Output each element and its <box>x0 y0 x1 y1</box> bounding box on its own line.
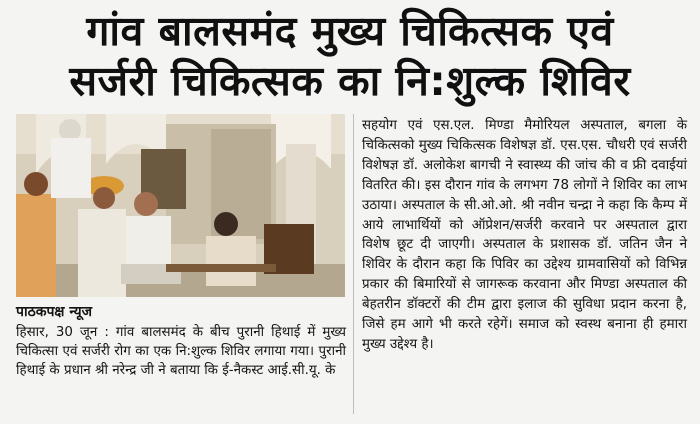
headline-line-1: गांव बालसमंद मुख्य चिकित्सक एवं <box>86 7 614 55</box>
photo-illustration <box>16 114 345 297</box>
article-left-column <box>16 302 346 380</box>
article-body-left: हिसार, 30 जून : गांव बालसमंद के बीच पुरानी हिथाई में मुख्य चिकित्सा एवं सर्जरी रोग का एक नि:शुल्क शिविर लगाया गया। पुरानी हिथाई के प्रधान श्री नरेन्द्र जी ने बताया कि ई-नैकस्ट आई.सी.यू. के <box>16 325 346 378</box>
article-right-column <box>362 116 687 355</box>
byline: पाठकपक्ष न्यूज <box>16 304 92 320</box>
headline-line-2: सर्जरी चिकित्सक का नि:शुल्क शिविर <box>69 57 631 105</box>
column-divider <box>353 114 354 414</box>
medical-camp-photo <box>16 114 345 297</box>
article-body-right: सहयोग एवं एस.एल. मिण्डा मैमोरियल अस्पताल, बगला के चिकित्सको मुख्य चिकित्सक विशेषज्ञ डॉ. एस.एस. चौधरी एवं सर्जरी विशेषज्ञ डॉ. अलोकेश बागची ने स्वास्थ्य की जांच की व फ्री दवाईयां वितरित की। इस दौरान गांव के लगभग 78 लोगों ने शिविर का लाभ उठाया। अस्पताल के सी.ओ.ओ. श्री नवीन चन्द्रा ने कहा कि कैम्प में आये लाभार्थियों को ऑप्रेशन/सर्जरी करवाने पर अस्पताल द्वारा विशेष छूट दी जाएगी। अस्पताल के प्रशासक डॉ. जतिन जैन ने शिविर के दौरान कहा कि पिविर का उद्देश्य ग्रामवासियों को विभिन्न प्रकार की बिमारियों से जागरूक करवाना और मिण्डा अस्पताल की बेहतरीन डॉक्टरों की टीम द्वारा इलाज की सुविधा प्रदान करना है, जिसे हम आगे भी करते रहेगें। समाज को स्वस्थ बनाना ही हमारा मुख्य उद्देश्य है। <box>362 118 687 352</box>
